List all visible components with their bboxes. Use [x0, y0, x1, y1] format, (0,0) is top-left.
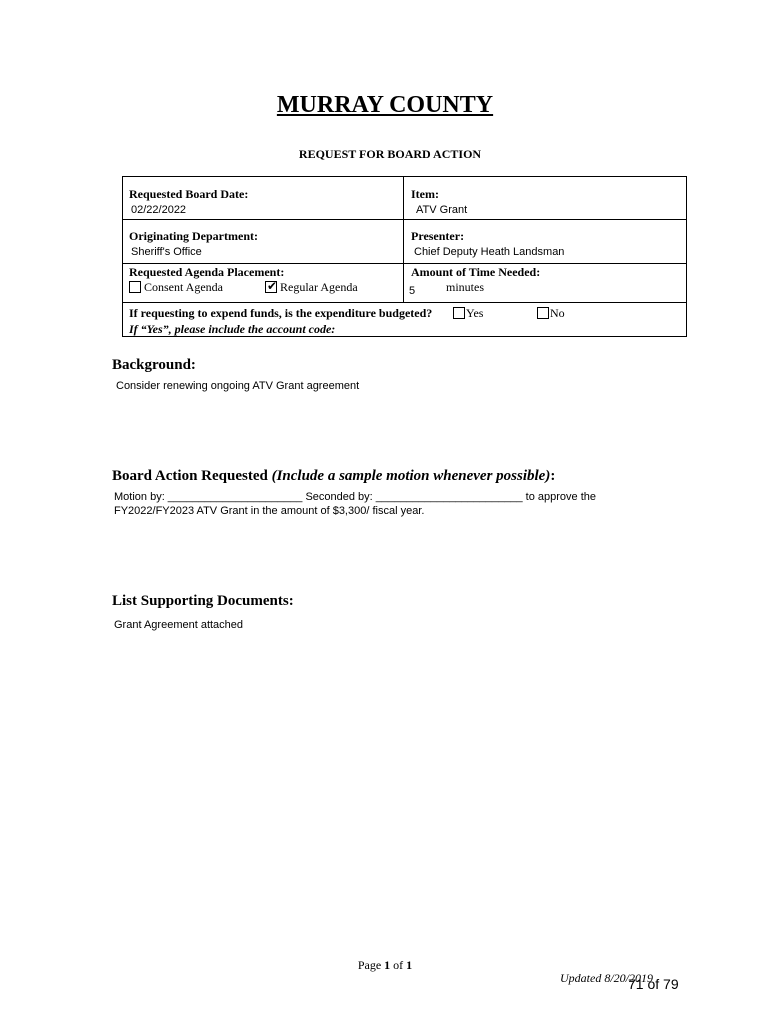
presenter-value: Chief Deputy Heath Landsman — [414, 246, 565, 258]
background-text: Consider renewing ongoing ATV Grant agreement — [116, 380, 360, 392]
time-needed-label: Amount of Time Needed: — [411, 265, 541, 279]
page-of: of — [390, 958, 407, 972]
supporting-docs-text: Grant Agreement attached — [114, 619, 244, 631]
agenda-placement-label: Requested Agenda Placement: — [129, 265, 285, 279]
budget-yes-label: Yes — [466, 306, 484, 320]
check-mark-icon: ✔ — [266, 279, 278, 293]
requested-board-date-label: Requested Board Date: — [129, 187, 249, 201]
regular-agenda-checkbox[interactable] — [265, 281, 277, 293]
budget-no-option[interactable] — [537, 306, 565, 321]
requested-board-date-value: 02/22/2022 — [131, 204, 187, 216]
document-title: MURRAY COUNTY — [276, 92, 494, 118]
originating-department-value: Sheriff's Office — [131, 246, 202, 258]
budget-no-checkbox[interactable] — [537, 307, 549, 319]
page-prefix: Page — [357, 958, 385, 972]
time-needed-unit: minutes — [446, 280, 484, 294]
budget-yes-checkbox[interactable] — [453, 307, 465, 319]
row-divider — [123, 219, 686, 220]
updated-date: Updated 8/20/2019 — [560, 971, 653, 985]
consent-agenda-option[interactable] — [129, 280, 223, 295]
consent-agenda-checkbox[interactable] — [129, 281, 141, 293]
regular-agenda-label: Regular Agenda — [280, 280, 358, 294]
board-action-heading-colon: : — [550, 468, 556, 484]
page-total: 1 — [406, 958, 413, 972]
request-form-table — [122, 176, 687, 337]
row-divider — [123, 302, 686, 303]
time-needed-value: 5 — [409, 285, 416, 297]
board-action-motion-line1: Motion by: ______________________ Seconded by: ________________________ to approve the — [114, 491, 596, 503]
budget-no-label: No — [550, 306, 565, 320]
originating-department-label: Originating Department: — [129, 229, 258, 243]
page-number — [0, 958, 770, 973]
regular-agenda-option[interactable] — [265, 280, 358, 295]
document-subtitle: REQUEST FOR BOARD ACTION — [298, 147, 482, 161]
presenter-label: Presenter: — [411, 229, 465, 243]
board-action-heading-text: Board Action Requested — [112, 468, 268, 484]
document-page-count: 71 of 79 — [628, 976, 679, 992]
item-label: Item: — [411, 187, 439, 201]
budget-account-note: If “Yes”, please include the account code: — [129, 322, 336, 336]
board-action-heading — [112, 468, 555, 485]
column-divider — [403, 177, 404, 302]
board-action-motion-line2: FY2022/FY2023 ATV Grant in the amount of $3,300/ fiscal year. — [114, 505, 425, 517]
supporting-docs-heading: List Supporting Documents: — [112, 593, 294, 609]
page-current: 1 — [384, 958, 391, 972]
board-action-heading-note: (Include a sample motion whenever possible) — [271, 468, 551, 484]
budget-yes-option[interactable] — [453, 306, 483, 321]
background-heading: Background: — [112, 357, 196, 373]
row-divider — [123, 263, 686, 264]
item-value: ATV Grant — [416, 204, 468, 216]
budget-question: If requesting to expend funds, is the expenditure budgeted? — [129, 306, 433, 320]
consent-agenda-label: Consent Agenda — [144, 280, 223, 294]
